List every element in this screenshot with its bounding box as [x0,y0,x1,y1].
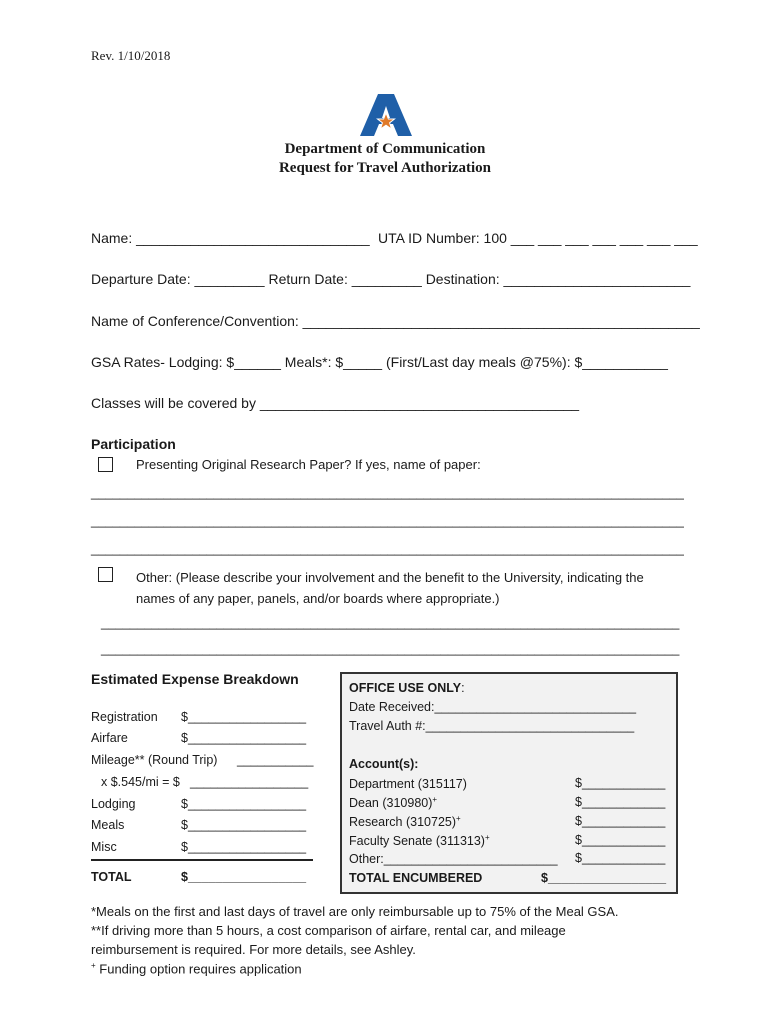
other-description-line[interactable]: ________________________________________________________________________________ [101,615,680,630]
uta-logo [360,92,412,138]
expense-value-lodging[interactable]: $_________________ [181,797,307,811]
total-encumbered-label: TOTAL ENCUMBERED [349,871,483,885]
other-involvement-checkbox[interactable] [98,567,113,582]
name-field[interactable]: Name: ______________________________ [91,230,370,246]
account-faculty-senate-label: Faculty Senate (311313)+ [349,833,490,849]
uta-id-field[interactable]: UTA ID Number: 100 ___ ___ ___ ___ ___ ___ ___ [378,230,698,246]
account-faculty-senate-value[interactable]: $____________ [575,833,666,847]
account-research-label: Research (310725)+ [349,814,461,830]
form-title: Request for Travel Authorization [278,160,492,176]
date-received-field[interactable]: Date Received:_____________________________ [349,700,637,714]
accounts-heading: Account(s): [349,757,419,771]
participation-heading: Participation [91,436,176,452]
paper-name-line[interactable]: __________________________________________________________________________________ [91,485,684,500]
research-paper-label: Presenting Original Research Paper? If yes, name of paper: [136,457,481,472]
account-dean-value[interactable]: $____________ [575,795,666,809]
classes-coverage-field[interactable]: Classes will be covered by _________________________________________ [91,395,580,411]
footnote-mileage-cont: reimbursement is required. For more details, see Ashley. [91,942,416,957]
expense-value-meals[interactable]: $_________________ [181,818,307,832]
other-involvement-label: Other: (Please describe your involvement and the benefit to the University, indicating the [136,570,644,585]
expense-value-airfare[interactable]: $_________________ [181,731,307,745]
travel-dates-field[interactable]: Departure Date: _________ Return Date: _________ Destination: ________________________ [91,271,691,287]
expense-label-mileage-rate: x $.545/mi = $ [101,775,180,789]
account-other-label[interactable]: Other:_________________________ [349,852,558,867]
other-description-line[interactable]: ________________________________________________________________________________ [101,641,680,656]
expense-label-misc: Misc [91,840,117,854]
expense-value-registration[interactable]: $_________________ [181,710,307,724]
expense-label-mileage: Mileage** (Round Trip) [91,753,218,767]
gsa-rates-field[interactable]: GSA Rates- Lodging: $______ Meals*: $_____ (First/Last day meals @75%): $___________ [91,354,668,370]
footnote-funding: + Funding option requires application [91,961,302,977]
total-divider [91,859,313,861]
paper-name-line[interactable]: __________________________________________________________________________________ [91,541,684,556]
account-department-label: Department (315117) [349,777,467,792]
account-dean-label: Dean (310980)+ [349,795,438,811]
paper-name-line[interactable]: __________________________________________________________________________________ [91,513,684,528]
expense-value-mileage[interactable]: ___________ [237,753,314,767]
office-use-heading: OFFICE USE ONLY: [349,681,465,695]
revision-date: Rev. 1/10/2018 [91,48,171,63]
expense-label-airfare: Airfare [91,731,128,745]
expense-label-meals: Meals [91,818,125,832]
footnote-mileage: **If driving more than 5 hours, a cost comparison of airfare, rental car, and mileage [91,923,566,938]
expense-label-lodging: Lodging [91,797,136,811]
account-research-value[interactable]: $____________ [575,814,666,828]
expense-label-registration: Registration [91,710,158,724]
research-paper-checkbox[interactable] [98,457,113,472]
account-department-value[interactable]: $____________ [575,776,666,790]
account-other-value[interactable]: $____________ [575,851,666,865]
department-name: Department of Communication [284,141,486,157]
footnote-meals: *Meals on the first and last days of travel are only reimbursable up to 75% of the Meal GSA. [91,904,619,919]
expense-total-label: TOTAL [91,870,132,884]
other-involvement-label-cont: names of any paper, panels, and/or boards where appropriate.) [136,591,500,606]
expense-total-value[interactable]: $_________________ [181,870,307,884]
conference-field[interactable]: Name of Conference/Convention: ___________________________________________________ [91,313,700,329]
expense-value-misc[interactable]: $_________________ [181,840,307,854]
expense-value-mileage-rate[interactable]: _________________ [190,775,309,789]
travel-auth-field[interactable]: Travel Auth #:______________________________ [349,719,635,733]
total-encumbered-value[interactable]: $_________________ [541,871,667,885]
expense-heading: Estimated Expense Breakdown [91,671,299,687]
